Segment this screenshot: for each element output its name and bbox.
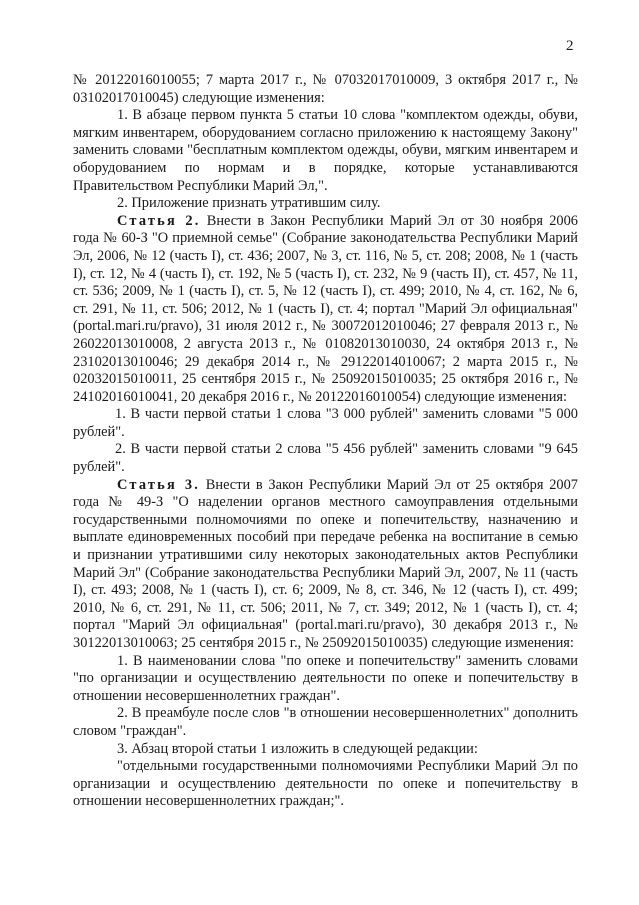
article-2-item-2: 2. В части первой статьи 2 слова "5 456 рублей" заменить словами "9 645 рублей". <box>73 441 578 476</box>
article-3-item-2: 2. В преамбуле после слов "в отношении несовершеннолетних" дополнить словом "граждан". <box>73 705 578 739</box>
article-3-heading: Статья 3. <box>117 476 201 493</box>
article-3-paragraph <box>73 477 578 653</box>
article-3-new-text: "отдельными государственными полномочиями Республики Марий Эл по организации и осуществлению деятельности по опеке и попечительству в отношении несовершеннолетних граждан;". <box>73 758 578 810</box>
amendment-item-1: 1. В абзаце первом пункта 5 статьи 10 слова "комплектом одежды, обуви, мягким инвентарем, оборудованием согласно приложению к настоящему Закону" заменить словами "бесплатным комплектом одежды, обуви, мягким инвентарем и оборудованием по нормам и в порядке, которые устанавливаются Правительством Республики Марий Эл,". <box>73 107 578 194</box>
paragraph-continuation: № 20122016010055; 7 марта 2017 г., № 07032017010009, 3 октября 2017 г., № 03102017010045) следующие изменения: <box>73 72 578 106</box>
article-2-heading: Статья 2. <box>117 212 201 229</box>
amendment-item-2: 2. Приложение признать утратившим силу. <box>117 195 381 212</box>
article-2-text: Внести в Закон Республики Марий Эл от 30 ноября 2006 года № 60-З "О приемной семье" (Собрание законодательства Республики Марий Эл, 2006, № 12 (часть I), ст. 436; 2007, № 3, ст. 116, № 5, ст. 208; 2008, № 1 (часть I), ст. 12, № 4 (часть I), ст. 192, № 5 (часть I), ст. 232, № 9 (часть II), ст. 457, № 11, ст. 536; 2009, № 1 (часть I), ст. 5, № 12 (часть I), ст. 499; 2010, № 4, ст. 162, № 6, ст. 291, № 11, ст. 506; 2012, № 1 (часть I), ст. 4; портал "Марий Эл официальная" (portal.mari.ru/pravo), 31 июля 2012 г., № 30072012010046; 27 февраля 2013 г., № 26022013010008, 2 августа 2013 г., № 01082013010030, 24 октября 2013 г., № 23102013010046; 29 декабря 2014 г., № 29122014010067; 2 марта 2015 г., № 02032015010011, 25 сентября 2015 г., № 25092015010035; 25 октября 2016 г., № 24102016010041, 20 декабря 2016 г., № 20122016010054) следующие изменения: <box>73 212 578 405</box>
document-body <box>73 72 578 811</box>
article-2-paragraph <box>73 213 578 407</box>
article-3-item-1: 1. В наименовании слова "по опеке и попечительству" заменить словами "по организации и осуществлению деятельности по опеке и попечительству в отношении несовершеннолетних граждан". <box>73 652 578 704</box>
page-number: 2 <box>566 38 574 54</box>
article-2-item-1: 1. В части первой статьи 1 слова "3 000 рублей" заменить словами "5 000 рублей". <box>73 406 578 440</box>
article-3-item-3: 3. Абзац второй статьи 1 изложить в следующей редакции: <box>117 740 478 757</box>
article-3-text: Внести в Закон Республики Марий Эл от 25 октября 2007 года № 49-З "О наделении органов местного самоуправления отдельными государственными полномочиями по опеке и попечительству, назначению и выплате единовременных пособий при передаче ребенка на воспитание в семью и признании утратившими силу некоторых законодательных актов Республики Марий Эл" (Собрание законодательства Республики Марий Эл, 2007, № 11 (часть I), ст. 493; 2008, № 1 (часть I), ст. 6; 2009, № 8, ст. 346, № 12 (часть I), ст. 499; 2010, № 6, ст. 291, № 11, ст. 506; 2011, № 7, ст. 349; 2012, № 1 (часть I), ст. 4; портал "Марий Эл официальная" (portal.mari.ru/pravo), 30 декабря 2013 г., № 30122013010063; 25 сентября 2015 г., № 25092015010035) следующие изменения: <box>73 476 578 651</box>
